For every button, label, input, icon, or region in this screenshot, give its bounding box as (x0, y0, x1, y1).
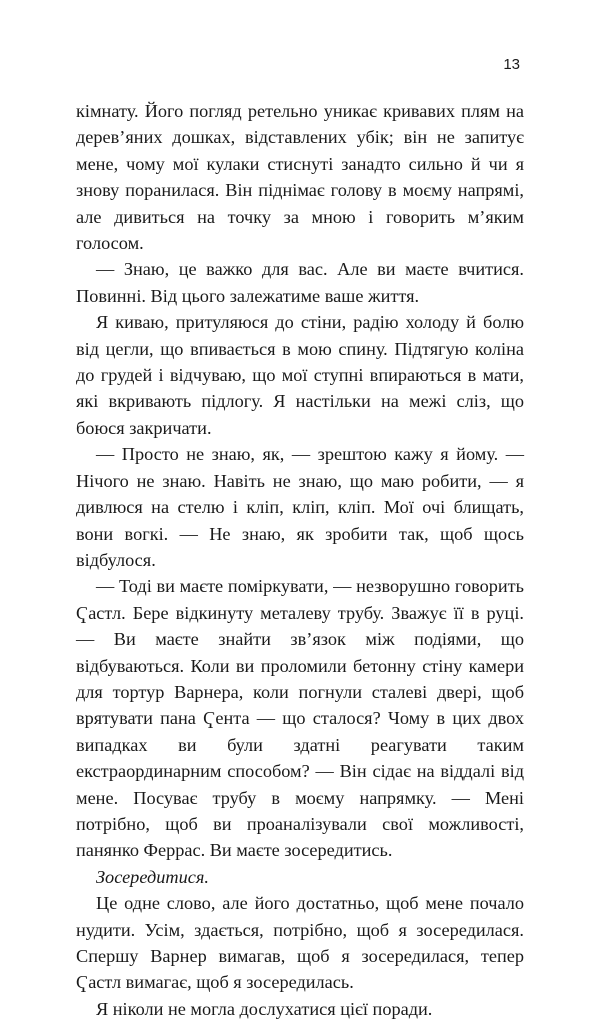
paragraph: Це одне слово, але його достатньо, щоб мене почало нудити. Усім, здається, потрібно, щоб я зосередилася. Спершу Варнер вимагав, щоб я зосередилася, тепер Ҁастл вимагає, щоб я зосередилась. (76, 893, 524, 993)
paragraph: Зосередитися. (96, 866, 209, 887)
paragraph: кімнату. Його погляд ретельно уникає кривавих плям на дерев’яних дошках, відставлених убік; він не запитує мене, чому мої кулаки стиснуті занадто сильно й чи я знову поранилася. Він піднімає голову в моєму напрямі, але дивиться на точку за мною і говорить м’яким голосом. (76, 101, 524, 254)
body-text (76, 98, 524, 1022)
paragraph: — Просто не знаю, як, — зрештою кажу я йому. — Нічого не знаю. Навіть не знаю, що маю робити, — я дивлюся на стелю і кліп, кліп, кліп. Мої очі блищать, вони вогкі. — Не знаю, як зробити так, щоб щось відбулося. (76, 444, 524, 570)
page-number: 13 (503, 56, 520, 73)
paragraph: Я ніколи не могла дослухатися цієї поради. (96, 998, 433, 1019)
paragraph: Я киваю, притуляюся до стіни, радію холоду й болю від цегли, що впивається в мою спину. Підтягую коліна до грудей і відчуваю, що мої ступні впираються в мати, які вкривають підлогу. Я настільки на межі сліз, що боюся закричати. (76, 312, 524, 438)
paragraph: — Знаю, це важко для вас. Але ви маєте вчитися. Повинні. Від цього залежатиме ваше життя. (76, 259, 524, 306)
paragraph: — Тоді ви маєте поміркувати, — незворушно говорить Ҁастл. Бере відкинуту металеву трубу. Зважує її в руці. — Ви маєте знайти зв’язок між подіями, що відбуваються. Коли ви проломили бетонну стіну камери для тортур Варнера, коли погнули сталеві двері, щоб врятувати пана Ҁента — що сталося? Чому в цих двох випадках ви були здатні реагувати таким екстраординарним способом? — Він сідає на віддалі від мене. Посуває трубу в моєму напрямку. — Мені потрібно, щоб ви проаналізували свої можливості, панянко Феррас. Ви маєте зосередитись. (76, 576, 524, 861)
